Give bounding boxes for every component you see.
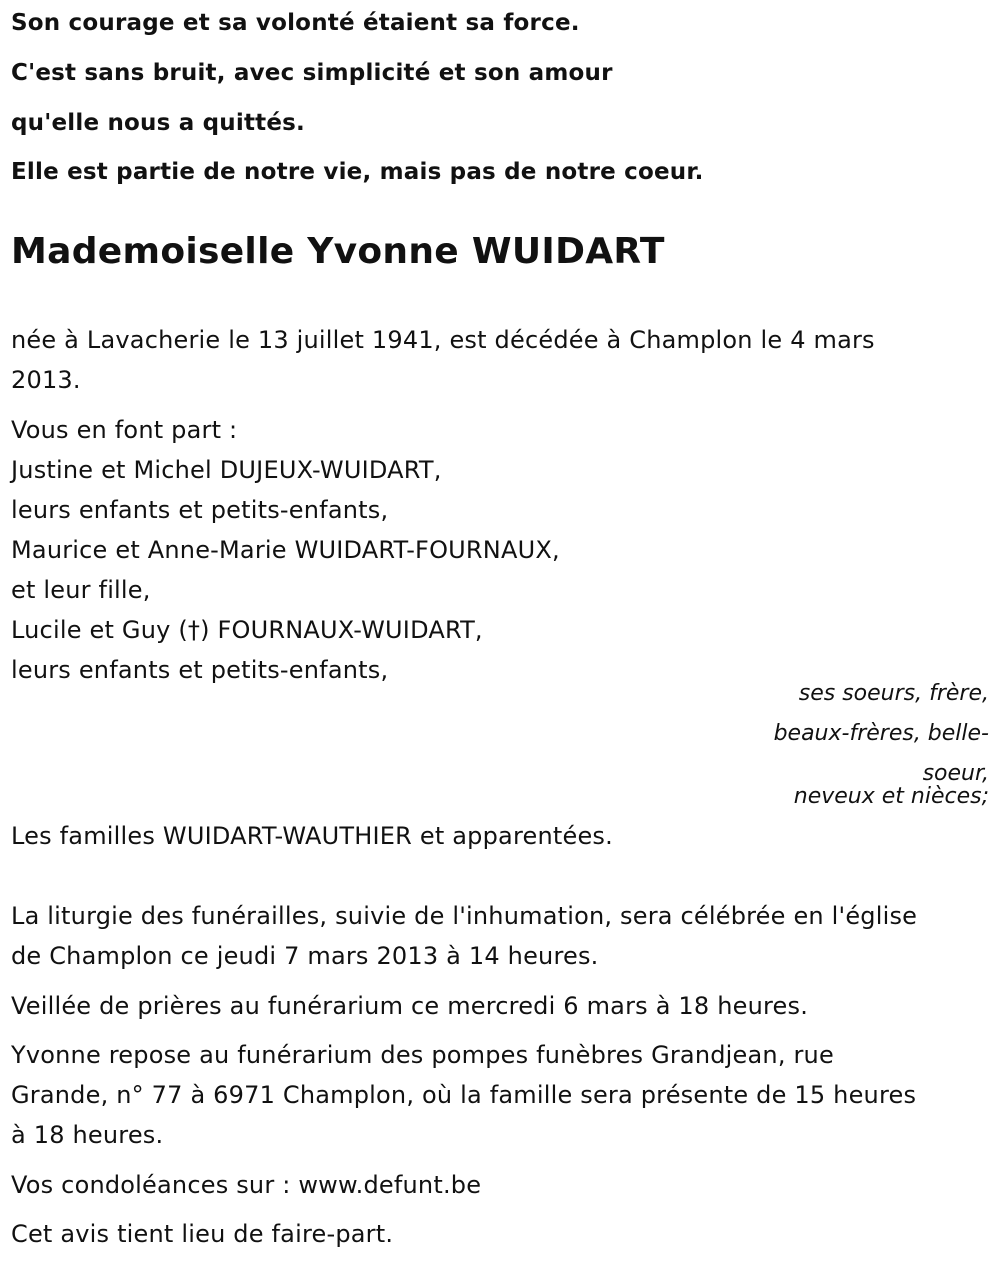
families-closing: Les familles WUIDART-WAUTHIER et apparentées. <box>11 822 613 850</box>
relatives-line: ses soeurs, frère, <box>798 681 989 706</box>
relatives-line: soeur, <box>922 761 989 786</box>
repose-line-1: Yvonne repose au funérarium des pompes funèbres Grandjean, rue <box>11 1041 834 1069</box>
repose-line-3: à 18 heures. <box>11 1121 164 1149</box>
funeral-line-1: La liturgie des funérailles, suivie de l'inhumation, sera célébrée en l'église <box>11 902 918 930</box>
notice-line: Cet avis tient lieu de faire-part. <box>11 1220 394 1248</box>
family-line: et leur fille, <box>11 576 151 604</box>
deceased-name-title: Mademoiselle Yvonne WUIDART <box>11 231 665 272</box>
family-line: Maurice et Anne-Marie WUIDART-FOURNAUX, <box>11 536 560 564</box>
vigil-line: Veillée de prières au funérarium ce mercredi 6 mars à 18 heures. <box>11 992 809 1020</box>
funeral-line-2: de Champlon ce jeudi 7 mars 2013 à 14 heures. <box>11 942 599 970</box>
relatives-line: beaux-frères, belle- <box>773 721 989 746</box>
quote-line-2: C'est sans bruit, avec simplicité et son amour <box>11 60 613 86</box>
condolences-line: Vos condoléances sur : www.defunt.be <box>11 1171 482 1199</box>
family-line: Lucile et Guy (†) FOURNAUX-WUIDART, <box>11 616 483 644</box>
quote-line-1: Son courage et sa volonté étaient sa force. <box>11 10 580 36</box>
quote-line-3: qu'elle nous a quittés. <box>11 110 305 136</box>
birth-death-line-2: 2013. <box>11 366 81 394</box>
birth-death-line-1: née à Lavacherie le 13 juillet 1941, est décédée à Champlon le 4 mars <box>11 326 875 354</box>
family-line: leurs enfants et petits-enfants, <box>11 496 389 524</box>
family-line: leurs enfants et petits-enfants, <box>11 656 389 684</box>
family-line: Justine et Michel DUJEUX-WUIDART, <box>11 456 442 484</box>
repose-line-2: Grande, n° 77 à 6971 Champlon, où la famille sera présente de 15 heures <box>11 1081 917 1109</box>
relatives-line: neveux et nièces; <box>793 784 989 809</box>
quote-line-4: Elle est partie de notre vie, mais pas de notre coeur. <box>11 159 704 185</box>
family-intro: Vous en font part : <box>11 416 238 444</box>
